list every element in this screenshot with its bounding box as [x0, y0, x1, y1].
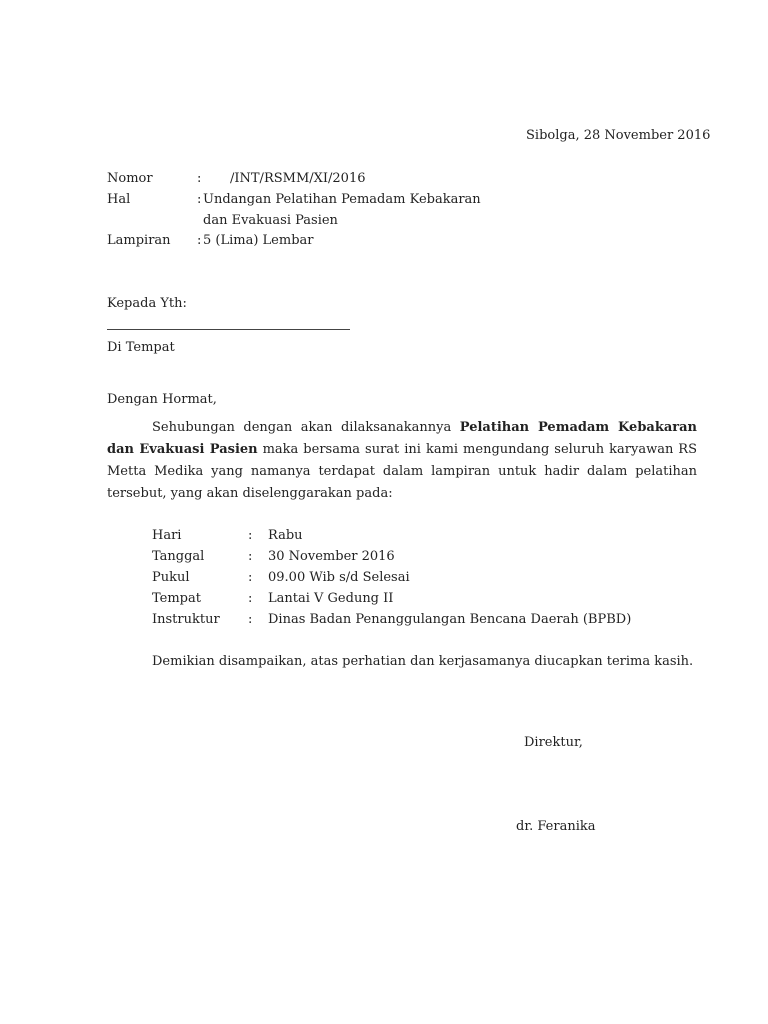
detail-label-pukul: Pukul — [152, 570, 190, 585]
detail-value-tempat: Lantai V Gedung II — [268, 591, 394, 606]
lampiran-value: 5 (Lima) Lembar — [203, 233, 314, 248]
detail-value-tanggal: 30 November 2016 — [268, 549, 395, 564]
detail-colon: : — [248, 591, 253, 606]
closing-sentence: Demikian disampaikan, atas perhatian dan kerjasamanya diucapkan terima kasih. — [152, 654, 694, 669]
training-title: Pelatihan Pemadam Kebakaran dan Evakuasi Pasien — [107, 420, 697, 457]
signature-name: dr. Feranika — [516, 819, 596, 834]
detail-colon: : — [248, 528, 253, 543]
detail-label-instruktur: Instruktur — [152, 612, 220, 627]
detail-value-instruktur: Dinas Badan Penanggulangan Bencana Daerah (BPBD) — [268, 612, 632, 627]
hal-label: Hal — [107, 192, 131, 207]
recipient-to: Kepada Yth: — [107, 296, 187, 311]
letter-date: Sibolga, 28 November 2016 — [526, 128, 711, 143]
hal-colon: : — [197, 192, 202, 207]
body-rest: maka bersama surat ini kami mengundang seluruh karyawan RS Metta Medika yang namanya terdapat dalam lampiran untuk hadir dalam pelatihan tersebut, yang akan diselenggarakan pada: — [107, 442, 698, 501]
body-paragraph — [107, 417, 697, 505]
lampiran-label: Lampiran — [107, 233, 171, 248]
detail-value-pukul: 09.00 Wib s/d Selesai — [268, 570, 410, 585]
hal-value-line2: dan Evakuasi Pasien — [203, 213, 338, 228]
nomor-value: /INT/RSMM/XI/2016 — [230, 171, 366, 186]
detail-label-tanggal: Tanggal — [152, 549, 205, 564]
nomor-label: Nomor — [107, 171, 153, 186]
lampiran-colon: : — [197, 233, 202, 248]
signature-title: Direktur, — [524, 735, 583, 750]
salutation: Dengan Hormat, — [107, 392, 217, 407]
recipient-location: Di Tempat — [107, 340, 175, 355]
body-intro: Sehubungan dengan akan dilaksanakannya — [152, 420, 460, 435]
detail-colon: : — [248, 612, 253, 627]
detail-colon: : — [248, 570, 253, 585]
detail-label-hari: Hari — [152, 528, 182, 543]
nomor-colon: : — [197, 171, 202, 186]
detail-colon: : — [248, 549, 253, 564]
detail-label-tempat: Tempat — [152, 591, 201, 606]
detail-value-hari: Rabu — [268, 528, 303, 543]
recipient-name-line — [107, 329, 350, 330]
hal-value: Undangan Pelatihan Pemadam Kebakaran — [203, 192, 481, 207]
